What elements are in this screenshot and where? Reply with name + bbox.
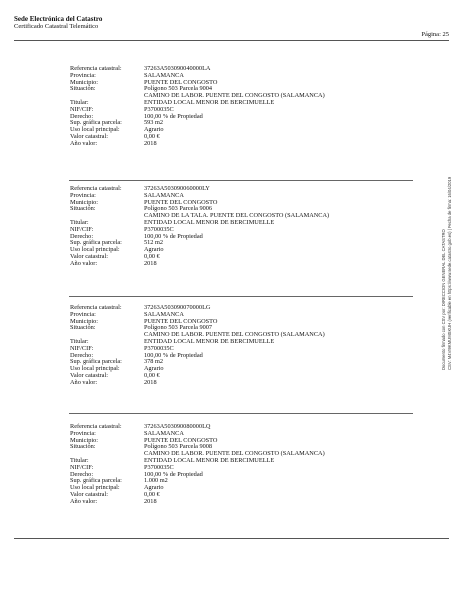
field-label: Municipio: — [70, 198, 98, 206]
field-label: Sup. gráfica parcela: — [70, 119, 122, 127]
header-title: Sede Electrónica del Catastro — [14, 15, 103, 23]
field-label: Municipio: — [70, 317, 98, 325]
field-value-sup: 593 m2 — [144, 119, 164, 127]
record-row-mun — [70, 80, 400, 87]
field-value-der: 100,00 % de Propiedad — [144, 112, 203, 120]
field-label: Sup. gráfica parcela: — [70, 477, 122, 485]
field-value-tit: ENTIDAD LOCAL MENOR DE BERCIMUELLE — [144, 456, 275, 464]
record-row-ref — [70, 424, 400, 431]
record-row-nif — [70, 227, 400, 234]
field-value-sup: 378 m2 — [144, 358, 164, 366]
field-value-tit: ENTIDAD LOCAL MENOR DE BERCIMUELLE — [144, 218, 275, 226]
field-label: Sup. gráfica parcela: — [70, 239, 122, 247]
field-label: Referencia catastral: — [70, 185, 122, 192]
field-value-sit: Polígono 503 Parcela 9007 — [144, 324, 213, 332]
csv-line-2: CSV: M4VI9KMUMSKUH (verificable en https://www.sede.catastro.gob.es) | Fecha de firma: 16/04/2019 — [446, 176, 452, 370]
field-value-nif: P3700035C — [144, 225, 174, 233]
field-value-mun: PUENTE DEL CONGOSTO — [144, 317, 218, 325]
field-value-uso: Agrario — [144, 484, 164, 492]
record-row-tit — [70, 339, 400, 346]
field-label: NIF/CIF: — [70, 225, 94, 233]
field-label: Titular: — [70, 218, 89, 226]
field-label: Sup. gráfica parcela: — [70, 358, 122, 366]
field-label: Municipio: — [70, 78, 98, 86]
field-label: Año valor: — [70, 497, 98, 505]
field-value-uso: Agrario — [144, 126, 164, 134]
field-label: Derecho: — [70, 112, 94, 120]
field-label: Año valor: — [70, 139, 98, 147]
field-label: Derecho: — [70, 470, 94, 478]
field-label: Uso local principal: — [70, 365, 120, 373]
record-row-val — [70, 134, 400, 141]
field-label: Provincia: — [70, 310, 96, 318]
field-label: Referencia catastral: — [70, 65, 122, 72]
header-subtitle: Certificado Catastral Telemático — [14, 23, 99, 30]
record-row-ano — [70, 141, 400, 148]
field-value-nif: P3700035C — [144, 105, 174, 113]
field-value-ano: 2018 — [144, 378, 157, 386]
record-separator — [69, 413, 413, 414]
field-label: Provincia: — [70, 71, 96, 79]
field-label: Año valor: — [70, 259, 98, 267]
field-label: Valor catastral: — [70, 132, 108, 140]
field-label: Valor catastral: — [70, 371, 108, 379]
csv-side-note — [441, 130, 452, 370]
field-value-prov: SALAMANCA — [144, 310, 184, 318]
field-value-sit2: CAMINO DE LA TALA. PUENTE DEL CONGOSTO (SALAMANCA) — [144, 212, 330, 220]
field-value-sit2: CAMINO DE LABOR. PUENTE DEL CONGOSTO (SALAMANCA) — [144, 450, 325, 458]
field-value-der: 100,00 % de Propiedad — [144, 351, 203, 359]
field-label: Situación: — [70, 85, 96, 93]
field-value-val: 0,00 € — [144, 371, 160, 379]
field-label: Provincia: — [70, 429, 96, 437]
field-value-sit2: CAMINO DE LABOR. PUENTE DEL CONGOSTO (SALAMANCA) — [144, 92, 325, 100]
record-row-val — [70, 373, 400, 380]
field-value-mun: PUENTE DEL CONGOSTO — [144, 436, 218, 444]
field-label: Referencia catastral: — [70, 423, 122, 430]
record-row-nif — [70, 346, 400, 353]
field-value-prov: SALAMANCA — [144, 191, 184, 199]
field-label: Derecho: — [70, 351, 94, 359]
record-row-uso — [70, 485, 400, 492]
field-label: Derecho: — [70, 232, 94, 240]
record-row-prov — [70, 431, 400, 438]
field-value-ref: 37263A503090080000LQ — [144, 423, 211, 430]
field-value-ref: 37263A503090040000LA — [144, 65, 211, 72]
record-row-ref — [70, 186, 400, 193]
field-label: Provincia: — [70, 191, 96, 199]
record-row-uso — [70, 247, 400, 254]
record-row-ano — [70, 380, 400, 387]
field-value-prov: SALAMANCA — [144, 429, 184, 437]
record-row-nif — [70, 107, 400, 114]
record-row-val — [70, 254, 400, 261]
field-label: Titular: — [70, 98, 89, 106]
field-value-uso: Agrario — [144, 246, 164, 254]
field-value-sup: 1.000 m2 — [144, 477, 168, 485]
field-value-sit: Polígono 503 Parcela 9008 — [144, 443, 213, 451]
field-value-ano: 2018 — [144, 139, 157, 147]
field-label: Uso local principal: — [70, 126, 120, 134]
record-row-tit — [70, 220, 400, 227]
field-value-val: 0,00 € — [144, 132, 160, 140]
page-number: Página: 25 — [421, 31, 449, 38]
field-value-ref: 37263A503090070000LG — [144, 304, 211, 311]
record-row-ref — [70, 305, 400, 312]
field-label: Referencia catastral: — [70, 304, 122, 311]
field-value-prov: SALAMANCA — [144, 71, 184, 79]
field-value-der: 100,00 % de Propiedad — [144, 470, 203, 478]
field-label: NIF/CIF: — [70, 105, 94, 113]
record-row-prov — [70, 312, 400, 319]
field-value-tit: ENTIDAD LOCAL MENOR DE BERCIMUELLE — [144, 337, 275, 345]
field-label: Titular: — [70, 337, 89, 345]
field-label: Situación: — [70, 443, 96, 451]
field-value-mun: PUENTE DEL CONGOSTO — [144, 198, 218, 206]
csv-line-1: Documento firmado con CSV por: DIRECCION GENERAL DEL CATASTRO — [441, 229, 446, 370]
field-label: Situación: — [70, 324, 96, 332]
field-value-sit: Polígono 503 Parcela 9004 — [144, 85, 213, 93]
record-row-val — [70, 492, 400, 499]
record-row-uso — [70, 366, 400, 373]
footer-divider — [14, 538, 449, 539]
field-label: Uso local principal: — [70, 246, 120, 254]
catastral-record — [70, 424, 400, 506]
record-row-prov — [70, 193, 400, 200]
field-label: Valor catastral: — [70, 252, 108, 260]
field-value-nif: P3700035C — [144, 463, 174, 471]
field-value-ano: 2018 — [144, 259, 157, 267]
field-value-nif: P3700035C — [144, 344, 174, 352]
catastral-record — [70, 66, 400, 148]
field-value-val: 0,00 € — [144, 252, 160, 260]
record-row-ano — [70, 261, 400, 268]
field-value-der: 100,00 % de Propiedad — [144, 232, 203, 240]
record-separator — [69, 180, 413, 181]
record-row-tit — [70, 458, 400, 465]
field-label: NIF/CIF: — [70, 463, 94, 471]
record-separator — [69, 296, 413, 297]
field-label: Valor catastral: — [70, 490, 108, 498]
field-label: NIF/CIF: — [70, 344, 94, 352]
field-value-sup: 512 m2 — [144, 239, 164, 247]
record-row-tit — [70, 100, 400, 107]
record-row-mun — [70, 200, 400, 207]
field-label: Uso local principal: — [70, 484, 120, 492]
field-value-ref: 37263A503090060000LY — [144, 185, 210, 192]
record-row-ref — [70, 66, 400, 73]
record-row-mun — [70, 319, 400, 326]
record-row-mun — [70, 438, 400, 445]
field-value-ano: 2018 — [144, 497, 157, 505]
record-row-nif — [70, 465, 400, 472]
catastral-record — [70, 186, 400, 268]
field-value-tit: ENTIDAD LOCAL MENOR DE BERCIMUELLE — [144, 98, 275, 106]
field-label: Titular: — [70, 456, 89, 464]
field-label: Situación: — [70, 205, 96, 213]
field-label: Año valor: — [70, 378, 98, 386]
record-row-uso — [70, 127, 400, 134]
record-row-ano — [70, 499, 400, 506]
record-row-prov — [70, 73, 400, 80]
field-value-mun: PUENTE DEL CONGOSTO — [144, 78, 218, 86]
catastral-record — [70, 305, 400, 387]
field-value-sit: Polígono 503 Parcela 9006 — [144, 205, 213, 213]
field-value-val: 0,00 € — [144, 490, 160, 498]
header-divider — [14, 40, 449, 41]
field-label: Municipio: — [70, 436, 98, 444]
field-value-sit2: CAMINO DE LABOR. PUENTE DEL CONGOSTO (SALAMANCA) — [144, 331, 325, 339]
field-value-uso: Agrario — [144, 365, 164, 373]
